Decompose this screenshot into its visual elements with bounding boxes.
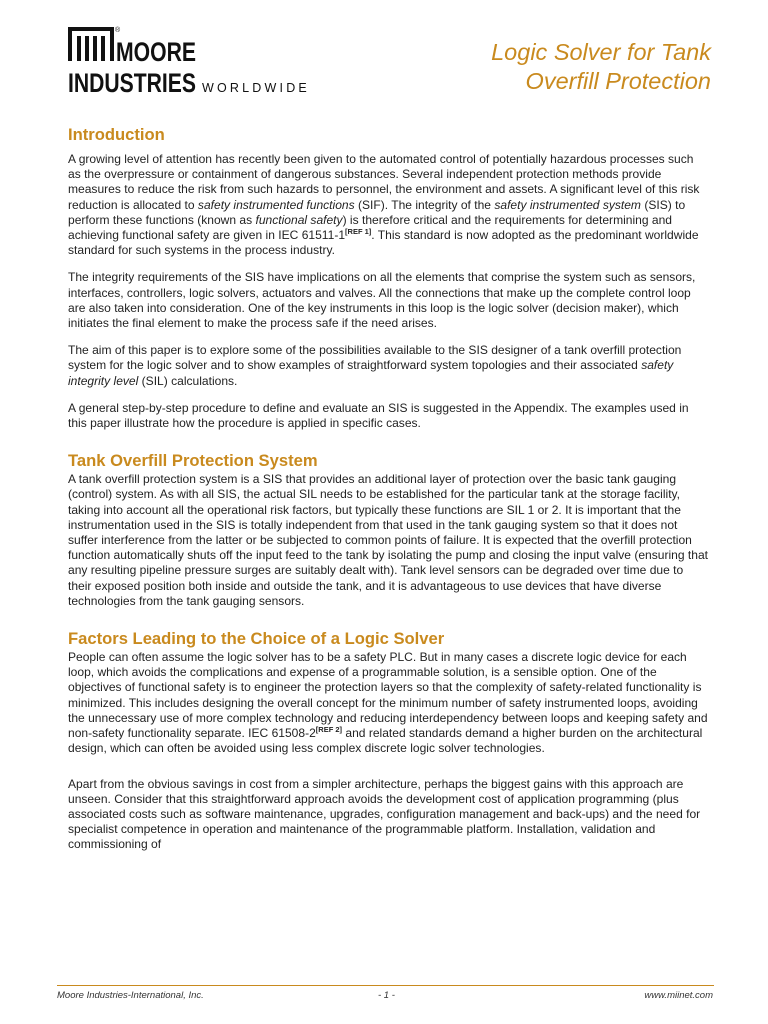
document-title-line-2: Overfill Protection (525, 68, 711, 94)
logo-worldwide-text: WORLDWIDE (202, 81, 310, 95)
document-title (491, 38, 711, 96)
intro-paragraph-4: A general step-by-step procedure to define and evaluate an SIS is suggested in the Appendix. The examples used in this paper illustrate how the procedure is applied in specific cases. (68, 400, 689, 431)
footer-divider (57, 985, 714, 986)
reference-2: [REF 2] (315, 725, 343, 735)
logo-industries-text: INDUSTRIES (68, 68, 196, 96)
tank-paragraph-1: A tank overfill protection system is a SIS that provides an additional layer of protection over the basic tank gauging (control) system. As with all SIS, the actual SIL needs to be established for the particular tank at the storage facility, taking into account all the operational risk factors, but typically these functions are SIL 1 or 2. It is important that the instrumentation used in the SIS is totally independent from that used in the tank gauging system so that it does not suffer interference from the latter or be subjected to common points of failure. It is expected that the overfill protection function automatically shuts off the input feed to the tank by isolating the pump and closing the input valve (ensuring that any resulting pipeline pressure surges are suitably dealt with). Tank level sensors can be degraded over time due to their exposed position both inside and outside the tank, and it is advantageous to use devices that have diverse technologies from the tank gauging sensors. (68, 472, 709, 608)
heading-factors: Factors Leading to the Choice of a Logic Solver (68, 629, 445, 649)
logo-mark-icon (68, 24, 368, 96)
logo-moore-text: MOORE (116, 37, 196, 67)
document-body (68, 124, 708, 853)
document-title-line-1: Logic Solver for Tank (491, 39, 711, 65)
factors-paragraph-2: Apart from the obvious savings in cost from a simpler architecture, perhaps the biggest gains with this approach are unseen. Consider that this straightforward approach avoids the development cost of application programming (plus associated costs such as software maintenance, upgrades, configuration management and back-ups) and the need for specialist competence in operation and maintenance of the programmable platform. Installation, validation and commissioning of (68, 776, 701, 852)
heading-introduction: Introduction (68, 125, 165, 144)
reference-1: [REF 1] (345, 227, 372, 237)
moore-industries-logo (68, 24, 368, 96)
footer-page-number: - 1 - (378, 990, 395, 1001)
registered-mark: ® (115, 27, 121, 34)
intro-paragraph-1: A growing level of attention has recently been given to the automated control of potentially hazardous processes such as the overpressure or containment of dangerous substances. Several independent protection methods provide measures to reduce the risk from such hazards to personnel, the environment and assets. A significant level of this risk reduction is allocated to safety instrumented functions (SIF). The integrity of the safety instrumented system (SIS) to perform these functions (known as functional safety) is therefore critical and the requirements for determining and achieving functional safety are given in IEC 61511-1[REF 1]. This standard is now adopted as the predominant worldwide standard for such systems in the process industry. (68, 152, 700, 258)
heading-tank-overfill: Tank Overfill Protection System (68, 451, 318, 471)
intro-paragraph-3: The aim of this paper is to explore some of the possibilities available to the SIS designer of a tank overfill protection system for the logic solver and to show examples of straightforward system topologies and their associated safety integrity level (SIL) calculations. (68, 343, 682, 388)
intro-paragraph-2: The integrity requirements of the SIS have implications on all the elements that comprise the system such as sensors, interfaces, controllers, logic solvers, actuators and valves. All the connections that make up the complete control loop are also taken into consideration. One of the key instruments in this loop is the logic solver (decision maker), which initiates the final element to make the process safe if the need arises. (68, 270, 696, 331)
footer-company: Moore Industries-International, Inc. (57, 990, 204, 1001)
footer-url: www.miinet.com (644, 990, 713, 1001)
factors-paragraph-1: People can often assume the logic solver has to be a safety PLC. But in many cases a discrete logic device for each loop, which avoids the complications and expense of a programmable solution, is a sensible option. One of the objectives of functional safety is to engineer the protection layers so that the complexity of safety-related functionality is minimized. This includes designing the overall concept for the minimum number of safety instrumented loops, avoiding the unnecessary use of more complex technology and reducing interdependency between loops and keeping safety and non-safety functionality separate. IEC 61508-2[REF 2] and related standards demand a higher burden on the architectural design, which can often be avoided using less complex discrete logic solver technologies. (68, 650, 708, 756)
